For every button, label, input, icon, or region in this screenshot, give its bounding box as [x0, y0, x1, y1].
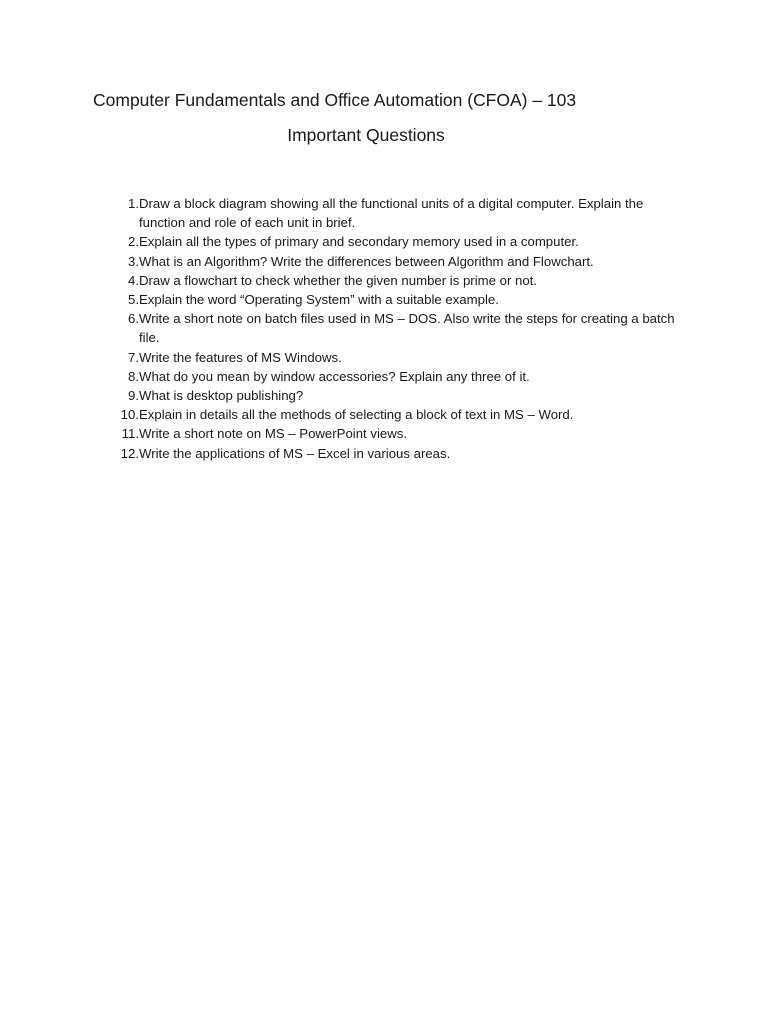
question-item — [110, 194, 680, 232]
question-item — [110, 348, 680, 367]
question-text: Draw a block diagram showing all the functional units of a digital computer. Explain the function and role of each unit in brief. — [139, 196, 644, 231]
document-subtitle: Important Questions — [287, 125, 445, 145]
question-text: Write a short note on MS – PowerPoint views. — [139, 426, 408, 442]
question-item — [110, 405, 680, 424]
question-item — [110, 232, 680, 251]
document-title: Computer Fundamentals and Office Automation (CFOA) – 103 — [93, 90, 577, 110]
question-item — [110, 424, 680, 443]
question-text: Explain the word “Operating System” with a suitable example. — [139, 292, 499, 308]
question-list — [110, 194, 680, 463]
question-item — [110, 367, 680, 386]
question-number: 3. — [128, 253, 139, 269]
question-text: Explain all the types of primary and secondary memory used in a computer. — [139, 234, 579, 250]
question-number: 5. — [128, 292, 139, 308]
question-number: 11. — [121, 426, 139, 442]
question-text: Write the applications of MS – Excel in various areas. — [139, 445, 451, 461]
question-number: 6. — [128, 311, 139, 327]
question-number: 10. — [120, 407, 139, 423]
question-item — [110, 271, 680, 290]
question-item — [110, 252, 680, 271]
question-number: 2. — [128, 234, 139, 250]
question-number: 8. — [128, 368, 139, 384]
question-text: Explain in details all the methods of selecting a block of text in MS – Word. — [139, 407, 574, 423]
question-item — [110, 386, 680, 405]
question-number: 9. — [128, 388, 139, 404]
question-number: 4. — [128, 272, 139, 288]
question-item — [110, 309, 680, 347]
question-item — [110, 444, 680, 463]
question-text: Draw a flowchart to check whether the given number is prime or not. — [139, 272, 538, 288]
question-number: 7. — [128, 349, 139, 365]
question-text: What do you mean by window accessories? Explain any three of it. — [139, 368, 530, 384]
question-text: What is desktop publishing? — [139, 388, 304, 404]
question-text: Write the features of MS Windows. — [139, 349, 342, 365]
question-number: 1. — [128, 196, 139, 211]
question-text: What is an Algorithm? Write the differences between Algorithm and Flowchart. — [139, 253, 594, 269]
question-item — [110, 290, 680, 309]
question-text: Write a short note on batch files used in MS – DOS. Also write the steps for creating a batch file. — [139, 311, 675, 346]
question-number: 12. — [120, 445, 139, 461]
